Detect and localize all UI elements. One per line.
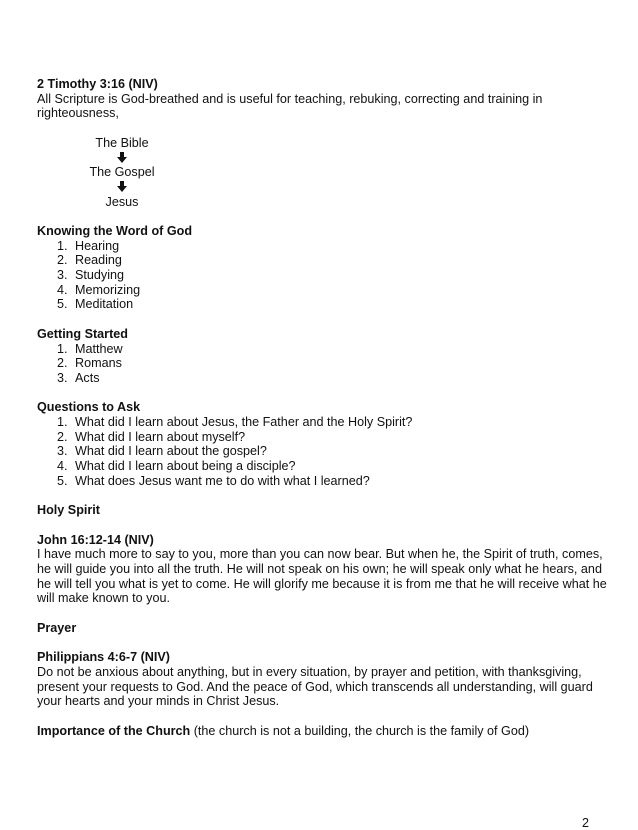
list-item: 2. What did I learn about myself?: [57, 429, 246, 444]
flow-item-bible: The Bible: [95, 135, 149, 150]
church-heading: Importance of the Church: [37, 723, 191, 738]
getting-started-list: [37, 342, 607, 386]
page-number: 2: [582, 816, 590, 830]
getting-started-heading: Getting Started: [37, 326, 128, 341]
knowing-section: [37, 224, 607, 312]
flow-item-jesus: Jesus: [105, 194, 139, 209]
questions-heading: Questions to Ask: [37, 400, 141, 415]
prayer-heading: Prayer: [37, 620, 77, 635]
questions-list: [37, 415, 607, 489]
church-line: [37, 724, 607, 739]
list-item: 2. Romans: [57, 356, 122, 371]
down-arrow-icon: [37, 180, 207, 195]
list-item: 1. What did I learn about Jesus, the Father and the Holy Spirit?: [57, 415, 413, 430]
john-text: I have much more to say to you, more than you can now bear. But when he, the Spirit of truth, comes, he will guide you into all the truth. He will not speak on his own; he will speak only what he hears, and he will tell you what is yet to come. He will glorify me because it is from me that he will receive what he will make known to you.: [37, 547, 607, 606]
list-item: 3. What did I learn about the gospel?: [57, 444, 267, 459]
john-heading: John 16:12-14 (NIV): [37, 532, 154, 547]
list-item: 4. Memorizing: [57, 282, 141, 297]
document-page: [37, 77, 607, 738]
list-item: 4. What did I learn about being a disciple?: [57, 459, 296, 474]
list-item: 1. Hearing: [57, 238, 120, 253]
list-item: 5. What does Jesus want me to do with what I learned?: [57, 473, 370, 488]
getting-started-section: [37, 327, 607, 386]
timothy-heading: 2 Timothy 3:16 (NIV): [37, 77, 158, 91]
john-section: [37, 533, 607, 607]
list-item: 2. Reading: [57, 253, 122, 268]
knowing-list: [37, 239, 607, 313]
timothy-text: All Scripture is God-breathed and is useful for teaching, rebuking, correcting and training in righteousness,: [37, 91, 543, 121]
list-item: 5. Meditation: [57, 297, 134, 312]
church-note: (the church is not a building, the church is the family of God): [190, 723, 530, 738]
philippians-text: Do not be anxious about anything, but in every situation, by prayer and petition, with thanksgiving, present your requests to God. And the peace of God, which transcends all understanding, will guard your hearts and your minds in Christ Jesus.: [37, 664, 593, 709]
holy-spirit-heading: Holy Spirit: [37, 503, 100, 518]
down-arrow-icon: [37, 151, 207, 166]
timothy-section: [37, 77, 607, 121]
philippians-heading: Philippians 4:6-7 (NIV): [37, 650, 170, 665]
questions-section: [37, 400, 607, 488]
flow-item-gospel: The Gospel: [89, 165, 155, 180]
bible-gospel-jesus-flow: [37, 136, 207, 209]
list-item: 3. Acts: [57, 370, 100, 385]
philippians-section: [37, 650, 607, 709]
list-item: 1. Matthew: [57, 341, 123, 356]
knowing-heading: Knowing the Word of God: [37, 223, 193, 238]
list-item: 3. Studying: [57, 268, 125, 283]
